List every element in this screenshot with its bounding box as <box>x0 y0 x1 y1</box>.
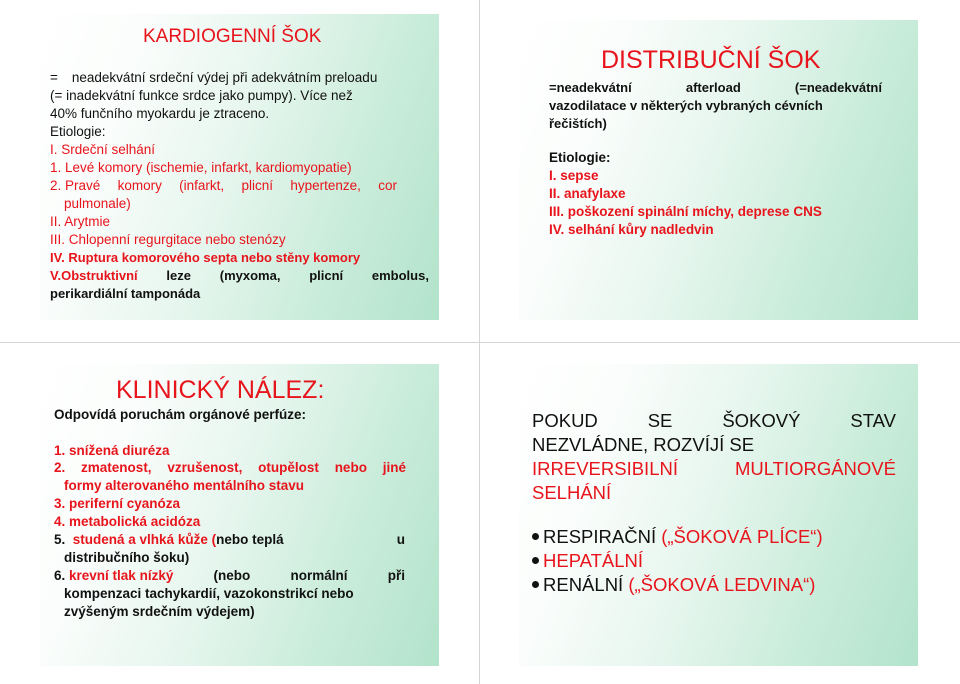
list-item: I. sepse <box>549 168 599 183</box>
list-item: 6. krevní tlak nízký (nebo normální při <box>54 568 405 583</box>
list-item-continuation: zvýšeným srdečním výdejem) <box>64 604 255 619</box>
statement-line-3: IRREVERSIBILNÍ MULTIORGÁNOVÉ <box>532 458 896 479</box>
list-item: IV. Ruptura komorového septa nebo stěny komory <box>50 250 361 265</box>
list-item: 3. periferní cyanóza <box>54 496 181 511</box>
bullet-item-respiracni: RESPIRAČNÍ („ŠOKOVÁ PLÍCE“) <box>532 526 823 548</box>
list-item: III. Chlopenní regurgitace nebo stenózy <box>50 232 286 247</box>
slide-distribucni-sok <box>519 20 918 320</box>
slide-title: DISTRIBUČNÍ ŠOK <box>601 46 821 74</box>
definition-line-2: (= inadekvátní funkce srdce jako pumpy). Více než <box>50 88 353 103</box>
list-item: III. poškození spinální míchy, deprese CNS <box>549 204 822 219</box>
list-item: 2. Pravé komory (infarkt, plicní hypertenze, cor <box>50 178 397 193</box>
list-item: 5. studená a vlhká kůže (nebo teplá u <box>54 532 405 547</box>
list-item: 1. Levé komory (ischemie, infarkt, kardiomyopatie) <box>50 160 352 175</box>
slide-kardiogenni-sok <box>40 14 439 320</box>
definition-line-1: = neadekvátní srdeční výdej při adekvátním preloadu <box>50 70 378 85</box>
grid-horizontal-line <box>0 342 960 343</box>
etiologie-label: Etiologie: <box>549 150 611 165</box>
slide-nevratne-selhani <box>519 364 918 666</box>
bullet-dot-icon <box>532 581 539 588</box>
list-item-continuation: kompenzaci tachykardií, vazokonstrikcí nebo <box>64 586 354 601</box>
definition-line-3: řečištích) <box>549 116 607 131</box>
list-item: II. anafylaxe <box>549 186 626 201</box>
slide-subtitle: Odpovídá poruchám orgánové perfúze: <box>54 407 307 422</box>
definition-line-1: =neadekvátní afterload (=neadekvátní <box>549 80 882 95</box>
list-item-continuation: distribučního šoku) <box>64 550 190 565</box>
list-item-continuation: pulmonale) <box>64 196 131 211</box>
list-item: V.Obstruktivní leze (myxoma, plicní embolus, <box>50 268 429 283</box>
etiologie-label: Etiologie: <box>50 124 106 139</box>
bullet-item-renalni: RENÁLNÍ („ŠOKOVÁ LEDVINA“) <box>532 574 815 596</box>
list-item: IV. selhání kůry nadledvin <box>549 222 714 237</box>
statement-line-1: POKUD SE ŠOKOVÝ STAV <box>532 410 896 431</box>
statement-line-4: SELHÁNÍ <box>532 482 612 503</box>
list-item: I. Srdeční selhání <box>50 142 156 157</box>
slide-title: KLINICKÝ NÁLEZ: <box>116 376 325 404</box>
slide-title: KARDIOGENNÍ ŠOK <box>143 26 322 47</box>
definition-line-3: 40% funčního myokardu je ztraceno. <box>50 106 270 121</box>
statement-line-2: NEZVLÁDNE, ROZVÍJÍ SE <box>532 434 755 455</box>
slide-klinicky-nalez <box>40 364 439 666</box>
bullet-item-hepatalni: HEPATÁLNÍ <box>532 550 643 572</box>
list-item: 2. zmatenost, vzrušenost, otupělost nebo jiné <box>54 460 406 475</box>
list-item: 4. metabolická acidóza <box>54 514 201 529</box>
list-item: II. Arytmie <box>50 214 111 229</box>
list-item-continuation: perikardiální tamponáda <box>50 286 201 301</box>
definition-line-2: vazodilatace v některých vybraných cévních <box>549 98 823 113</box>
list-item-continuation: formy alterovaného mentálního stavu <box>64 478 305 493</box>
list-item: 1. snížená diuréza <box>54 443 170 458</box>
bullet-dot-icon <box>532 557 539 564</box>
bullet-dot-icon <box>532 533 539 540</box>
